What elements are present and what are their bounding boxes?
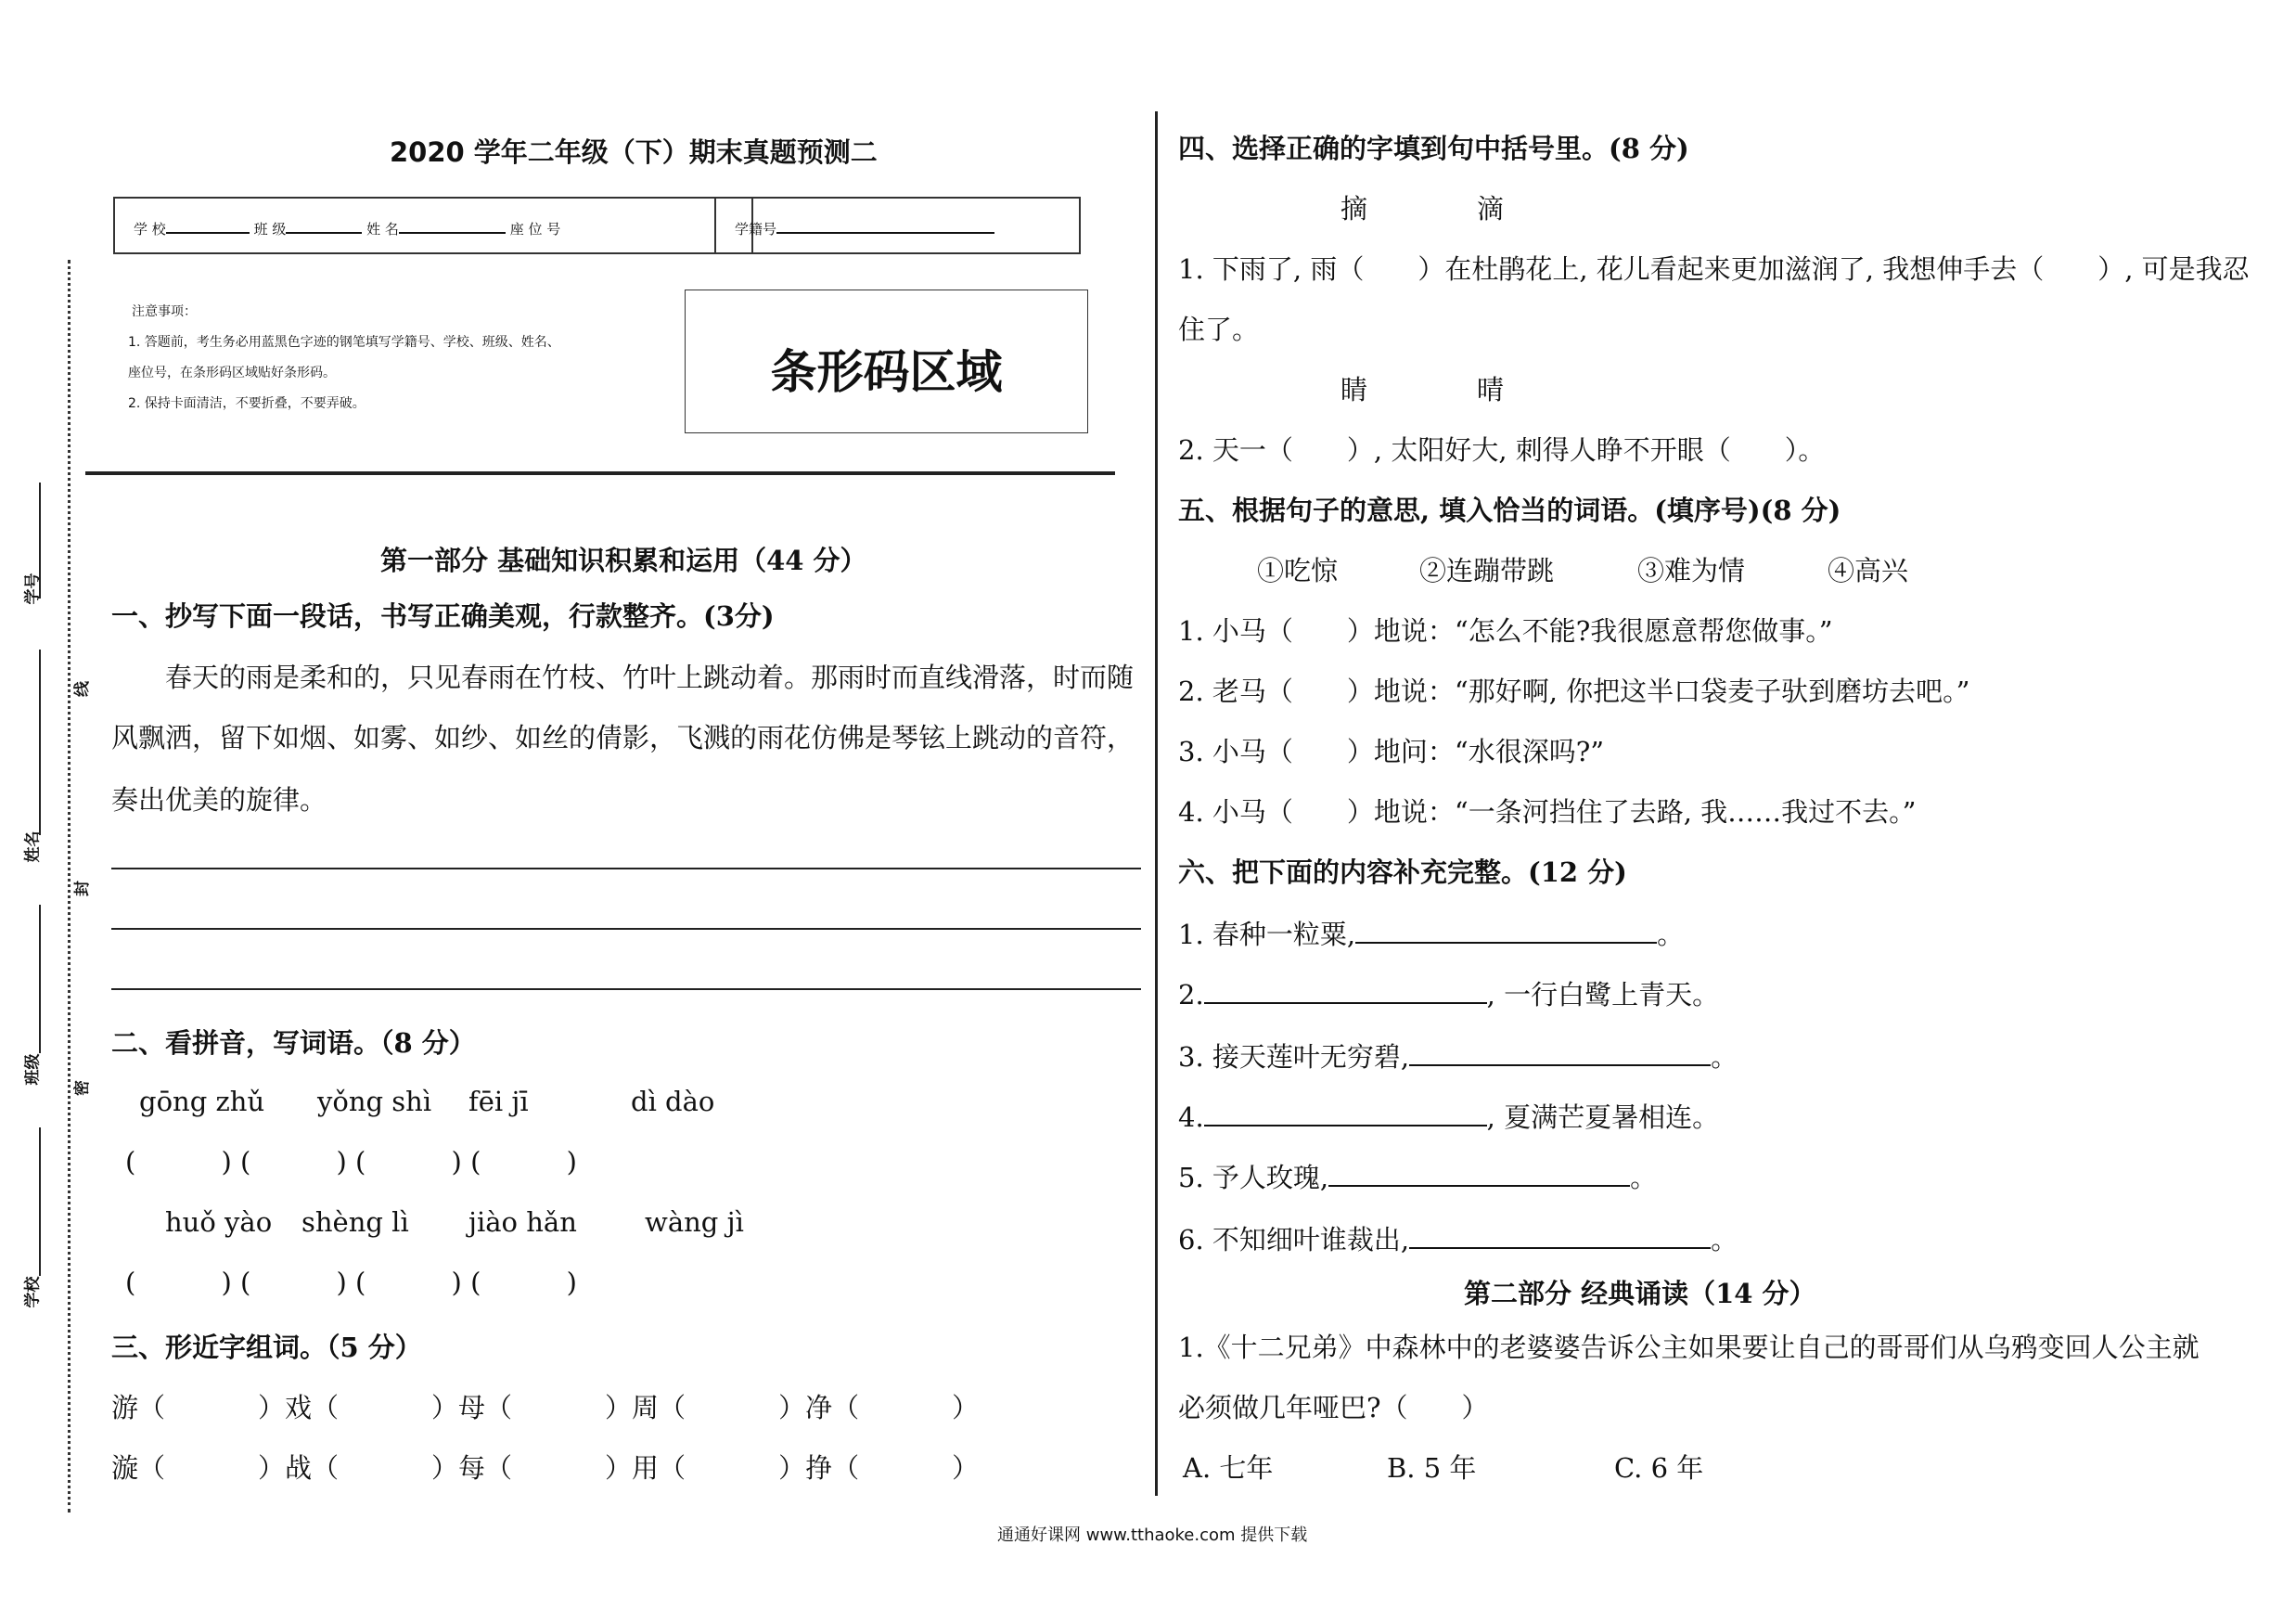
pinyin-1: gōng zhǔ (139, 1086, 265, 1117)
q3-r1-c2: ）戏（ (258, 1392, 340, 1423)
q6-item-4-end: , 夏满芒夏暑相连。 (1486, 1101, 1720, 1133)
student-no-label: 学籍号 (735, 221, 777, 238)
pinyin-7: jiào hǎn (468, 1206, 577, 1238)
q3-r2-c4: ）用（ (605, 1452, 686, 1484)
q6-item-3-text: 3. 接天莲叶无穷碧, (1178, 1041, 1410, 1073)
q6-item-2-blank[interactable] (1204, 1002, 1487, 1004)
q1-passage-line-3: 奏出优美的旋律。 (111, 784, 327, 816)
q6-item-6-blank[interactable] (1409, 1247, 1711, 1249)
seal-char-secret: 密 (73, 1080, 92, 1096)
pinyin-8: wàng jì (645, 1206, 744, 1238)
q3-row-1[interactable] (111, 1387, 979, 1425)
q5-item-3: 3. 小马（ ）地问：“水很深吗?” (1178, 736, 1605, 767)
q1-passage-line-2: 风飘洒，留下如烟、如雾、如纱、如丝的倩影，飞溅的雨花仿佛是琴铉上跳动的音符， (111, 722, 1135, 753)
q4-char-qing: 晴 (1477, 374, 1505, 406)
q6-item-1-text: 1. 春种一粒粟, (1178, 919, 1356, 950)
exam-title: 2020 学年二年级（下）期末真题预测二 (390, 136, 878, 168)
note-line-1: 1. 答题前，考生务必用蓝黑色字迹的钢笔填写学籍号、学校、班级、姓名、 (128, 335, 560, 350)
q3-r2-c1: 漩（ (111, 1452, 166, 1484)
q6-item-1-blank[interactable] (1355, 942, 1657, 944)
part2-q1a: 1.《十二兄弟》中森林中的老婆婆告诉公主如果要让自己的哥哥们从乌鸦变回人公主就 (1178, 1332, 2200, 1363)
q3-r1-c6: ） (952, 1392, 980, 1423)
header-divider (85, 471, 1115, 475)
q1-passage-line-1: 春天的雨是柔和的，只见春雨在竹枝、竹叶上跳动着。那雨时而直线滑落，时而随 (165, 662, 1135, 693)
info-box-fields (134, 219, 560, 238)
q5-option-4: ④高兴 (1828, 555, 1909, 586)
copy-line-3[interactable] (111, 988, 1141, 990)
margin-underline-3 (39, 905, 41, 1053)
part2-title: 第二部分 经典诵读（14 分） (1464, 1278, 1816, 1309)
class-label: 班 级 (253, 221, 287, 238)
pinyin-4: dì dào (631, 1086, 715, 1117)
choice-c[interactable]: C. 6 年 (1614, 1452, 1704, 1484)
choice-a[interactable]: A. 七年 (1183, 1452, 1274, 1484)
margin-underline-4 (39, 1127, 41, 1276)
q5-option-3: ③难为情 (1637, 555, 1746, 586)
margin-label-class: 班级 (23, 1053, 43, 1086)
part1-title: 第一部分 基础知识积累和运用（44 分） (380, 545, 867, 576)
margin-label-name: 姓名 (23, 830, 43, 863)
footer-source: 通通好课网 www.tthaoke.com 提供下载 (997, 1525, 1308, 1545)
answer-brackets-row-2[interactable]: ( ) ( ) ( ) ( ) (125, 1267, 577, 1298)
q1-title: 一、抄写下面一段话，书写正确美观，行款整齐。(3分) (111, 600, 775, 632)
pinyin-5: huǒ yào (165, 1206, 273, 1238)
q4-char-zhai: 摘 (1340, 193, 1368, 225)
margin-underline-2 (39, 650, 41, 835)
school-blank[interactable] (166, 232, 250, 234)
q6-item-4-blank[interactable] (1204, 1125, 1487, 1126)
school-label: 学 校 (134, 221, 166, 238)
info-box (113, 197, 753, 254)
student-no-box (714, 197, 1081, 254)
q4-char-di: 滴 (1477, 193, 1505, 225)
q6-item-3-end: 。 (1711, 1041, 1738, 1073)
q3-row-2[interactable] (111, 1448, 979, 1486)
pinyin-2: yǒng shì (317, 1086, 432, 1117)
q6-item-4 (1178, 1097, 1719, 1135)
q4-sentence-2: 2. 天一（ ）, 太阳好大, 刺得人睁不开眼（ ）。 (1178, 434, 1826, 466)
q6-item-5-text: 5. 予人玫瑰, (1178, 1162, 1329, 1193)
q3-r2-c5: ）挣（ (778, 1452, 860, 1484)
q3-r2-c2: ）战（ (258, 1452, 340, 1484)
q5-option-2: ②连蹦带跳 (1419, 555, 1555, 586)
seat-label: 座 位 号 (509, 221, 561, 238)
column-divider (1155, 111, 1158, 1496)
q6-item-5 (1178, 1157, 1657, 1195)
q5-option-1: ①吃惊 (1257, 555, 1339, 586)
q6-item-3 (1178, 1036, 1738, 1075)
q6-item-2-text: 2. (1178, 979, 1204, 1011)
note-line-3: 2. 保持卡面清洁，不要折叠，不要弄破。 (128, 396, 366, 411)
pinyin-6: shèng lì (301, 1206, 409, 1238)
q6-item-6-end: 。 (1711, 1224, 1738, 1255)
q6-item-1 (1178, 914, 1684, 952)
margin-label-school: 学校 (23, 1276, 43, 1308)
q2-title: 二、看拼音，写词语。（8 分） (111, 1027, 476, 1059)
copy-line-1[interactable] (111, 868, 1141, 869)
q6-item-5-blank[interactable] (1328, 1185, 1630, 1187)
q6-item-6 (1178, 1219, 1738, 1257)
q5-item-4: 4. 小马（ ）地说：“一条河挡住了去路, 我……我过不去。” (1178, 796, 1917, 828)
q3-r1-c5: ）净（ (778, 1392, 860, 1423)
student-no-blank[interactable] (776, 232, 994, 234)
q6-item-4-text: 4. (1178, 1101, 1204, 1133)
q4-sentence-1a: 1. 下雨了, 雨（ ）在杜鹃花上, 花儿看起来更加滋润了, 我想伸手去（ ）, 可是我忍 (1178, 253, 2250, 285)
q3-r1-c3: ）母（ (431, 1392, 513, 1423)
q6-item-1-end: 。 (1657, 919, 1685, 950)
copy-line-2[interactable] (111, 928, 1141, 930)
margin-label-student-no: 学号 (23, 573, 43, 605)
class-blank[interactable] (286, 232, 362, 234)
q4-char-jing1: 睛 (1340, 374, 1368, 406)
q3-r2-c6: ） (952, 1452, 980, 1484)
q6-item-3-blank[interactable] (1409, 1064, 1711, 1066)
q6-title: 六、把下面的内容补充完整。(12 分) (1178, 856, 1627, 888)
q4-title: 四、选择正确的字填到句中括号里。(8 分) (1178, 133, 1689, 164)
q6-item-6-text: 6. 不知细叶谁裁出, (1178, 1224, 1410, 1255)
choice-b[interactable]: B. 5 年 (1387, 1452, 1477, 1484)
seal-char-line: 线 (73, 681, 92, 697)
q5-title: 五、根据句子的意思, 填入恰当的词语。(填序号)(8 分) (1178, 495, 1841, 526)
note-line-2: 座位号，在条形码区域贴好条形码。 (128, 366, 336, 380)
q5-item-1: 1. 小马（ ）地说：“怎么不能?我很愿意帮您做事。” (1178, 615, 1833, 647)
q3-r2-c3: ）每（ (431, 1452, 513, 1484)
q3-r1-c1: 游（ (111, 1392, 166, 1423)
notes-title: 注意事项： (132, 304, 197, 319)
barcode-label: 条形码区域 (770, 344, 1003, 399)
q6-item-2 (1178, 974, 1719, 1012)
q3-title: 三、形近字组词。（5 分） (111, 1332, 422, 1363)
answer-brackets-row-1[interactable]: ( ) ( ) ( ) ( ) (125, 1146, 577, 1178)
barcode-area (685, 290, 1088, 433)
pinyin-3: fēi jī (468, 1086, 529, 1117)
q6-item-5-end: 。 (1630, 1162, 1658, 1193)
q5-item-2: 2. 老马（ ）地说：“那好啊, 你把这半口袋麦子驮到磨坊去吧。” (1178, 676, 1970, 707)
q3-r1-c4: ）周（ (605, 1392, 686, 1423)
student-no-field (735, 219, 994, 238)
seal-char-seal: 封 (73, 881, 92, 896)
part2-q1b: 必须做几年哑巴?（ ） (1178, 1392, 1489, 1423)
q6-item-2-end: , 一行白鹭上青天。 (1486, 979, 1720, 1011)
name-blank[interactable] (399, 232, 506, 234)
name-label: 姓 名 (366, 221, 399, 238)
q4-sentence-1b: 住了。 (1178, 314, 1260, 345)
